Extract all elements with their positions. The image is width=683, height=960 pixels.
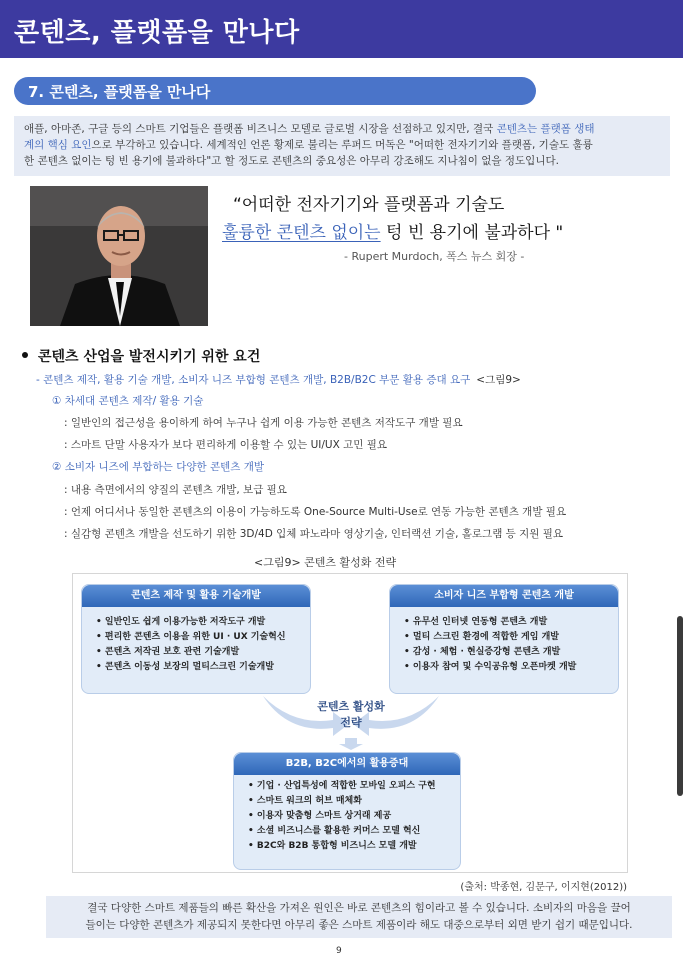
list-item: • 콘텐츠 저작권 보호 관련 기술개발 — [96, 645, 286, 660]
figure-source: (출처: 박종현, 김문구, 이지현(2012)) — [460, 882, 627, 893]
list-item: • 이용자 참여 및 수익공유형 오픈마켓 개발 — [404, 660, 576, 675]
bottom-panel — [233, 752, 461, 870]
bullet-dot-icon — [22, 352, 28, 358]
page-banner-title: 콘텐츠, 플랫폼을 만나다 — [14, 18, 300, 48]
requirement-item-2-title: ② 소비자 니즈에 부합하는 다양한 콘텐츠 개발 — [52, 461, 265, 473]
requirements-heading-text: 콘텐츠 산업을 발전시키기 위한 요건 — [38, 349, 261, 365]
list-item: • 콘텐츠 이동성 보장의 멀티스크린 기술개발 — [96, 660, 286, 675]
left-panel — [81, 584, 311, 694]
bottom-panel-title: B2B, B2C에서의 활용증대 — [234, 753, 460, 775]
intro-highlight: 계의 핵심 요인 — [24, 139, 92, 151]
center-label-line-1: 콘텐츠 활성화 — [317, 700, 385, 713]
requirement-item-2-line-2: : 언제 어디서나 동일한 콘텐츠의 이용이 가능하도록 One-Source Multi-Use로 연동 가능한 콘텐츠 개발 필요 — [64, 506, 567, 518]
intro-text: 애플, 아마존, 구글 등의 스마트 기업들은 플랫폼 비즈니스 모델로 글로벌 시장을 선점하고 있지만, 결국 — [24, 123, 497, 135]
bottom-panel-list — [248, 779, 436, 854]
list-item: • 스마트 워크의 허브 매체화 — [248, 794, 436, 809]
conclusion-line-1: 결국 다양한 스마트 제품들의 빠른 확산을 가져온 원인은 바로 콘텐츠의 힘이라고 볼 수 있습니다. 소비자의 마음을 끌어 — [87, 902, 631, 914]
right-panel — [389, 584, 619, 694]
intro-paragraph — [14, 116, 670, 176]
right-panel-title: 소비자 니즈 부합형 콘텐츠 개발 — [390, 585, 618, 607]
figure-reference: <그림9> — [476, 374, 521, 386]
requirement-item-2-line-1: : 내용 측면에서의 양질의 콘텐츠 개발, 보급 필요 — [64, 484, 287, 496]
list-item: • 유무선 인터넷 연동형 콘텐츠 개발 — [404, 615, 576, 630]
list-item: • 기업 · 산업특성에 적합한 모바일 오피스 구현 — [248, 779, 436, 794]
conclusion-line-2: 들이는 다양한 콘텐츠가 제공되지 못한다면 아무리 좋은 스마트 제품이라 해도 대중으로부터 외면 받기 쉽기 때문입니다. — [85, 919, 633, 931]
list-item: • B2C와 B2B 통합형 비즈니스 모델 개발 — [248, 839, 436, 854]
requirement-item-1-line-1: : 일반인의 접근성을 용이하게 하여 누구나 쉽게 이용 가능한 콘텐츠 저작도구 개발 필요 — [64, 417, 463, 429]
quote-highlight: 훌륭한 콘텐츠 없이는 — [222, 223, 381, 243]
list-item: • 이용자 맞춤형 스마트 상거래 제공 — [248, 809, 436, 824]
list-item: • 감성 · 체험 · 현실증강형 콘텐츠 개발 — [404, 645, 576, 660]
summary-text: - 콘텐츠 제작, 활용 기술 개발, 소비자 니즈 부합형 콘텐츠 개발, B2B/B2C 부문 활용 증대 요구 — [36, 374, 471, 386]
portrait-illustration — [30, 186, 208, 326]
list-item: • 소셜 비즈니스를 활용한 커머스 모델 혁신 — [248, 824, 436, 839]
top-banner — [0, 0, 683, 58]
page-number: 9 — [336, 946, 342, 956]
portrait-photo — [30, 186, 208, 326]
quote-line-2 — [222, 218, 563, 243]
left-panel-title: 콘텐츠 제작 및 활용 기술개발 — [82, 585, 310, 607]
list-item: • 일반인도 쉽게 이용가능한 저작도구 개발 — [96, 615, 286, 630]
conclusion-paragraph — [46, 896, 672, 938]
left-panel-list — [96, 615, 286, 675]
requirements-summary — [36, 372, 521, 387]
requirement-item-2-line-3: : 실감형 콘텐츠 개발을 선도하기 위한 3D/4D 입체 파노라마 영상기술, 인터랙션 기술, 홀로그램 등 지원 필요 — [64, 528, 564, 540]
intro-text: 으로 부각하고 있습니다. 세계적인 언론 황제로 불리는 루퍼드 머독은 "어떠한 전자기기와 플랫폼, 기술도 훌륭 — [91, 139, 593, 151]
section-heading — [14, 77, 536, 105]
quote-line-1: “어떠한 전자기기와 플랫폼과 기술도 — [233, 195, 505, 215]
section-heading-text: 7. 콘텐츠, 플랫폼을 만나다 — [28, 83, 211, 101]
list-item: • 편리한 콘텐츠 이용을 위한 UI · UX 기술혁신 — [96, 630, 286, 645]
requirements-heading — [22, 346, 260, 366]
quote-attribution: - Rupert Murdoch, 폭스 뉴스 회장 - — [344, 250, 525, 263]
intro-line-2 — [24, 137, 660, 153]
intro-line-1 — [24, 121, 660, 137]
list-item: • 멀티 스크린 환경에 적합한 게임 개발 — [404, 630, 576, 645]
intro-highlight: 콘텐츠는 플랫폼 생태 — [496, 123, 595, 135]
center-label-line-2: 전략 — [340, 716, 362, 729]
requirement-item-1-title: ① 차세대 콘텐츠 제작/ 활용 기술 — [52, 395, 204, 407]
requirement-item-1-line-2: : 스마트 단말 사용자가 보다 편리하게 이용할 수 있는 UI/UX 고민 필요 — [64, 439, 388, 451]
figure-caption: <그림9> 콘텐츠 활성화 전략 — [254, 556, 397, 569]
quote-rest: 텅 빈 용기에 불과하다 " — [380, 223, 564, 243]
intro-line-3: 한 콘텐츠 없이는 텅 빈 용기에 불과하다"고 할 정도로 콘텐츠의 중요성은 아무리 강조해도 지나침이 없을 정도입니다. — [24, 155, 559, 167]
right-panel-list — [404, 615, 576, 675]
strategy-figure — [72, 573, 628, 893]
scrollbar-thumb[interactable] — [677, 616, 683, 796]
center-strategy-label — [301, 699, 401, 731]
